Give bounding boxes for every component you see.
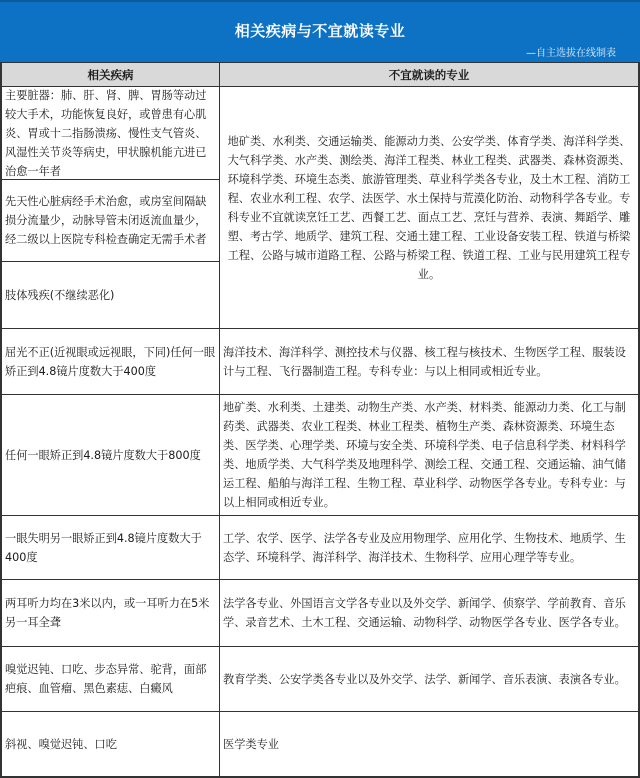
majors-text: 工学、农学、医学、法学各专业及应用物理学、应用化学、生物技术、地质学、生态学、环境科学、海洋科学、海洋技术、生物科学、应用心理学等专业。 [223, 531, 626, 564]
table-row-disease [2, 180, 220, 262]
table-row-majors-merged [220, 87, 638, 329]
majors-text: 法学各专业、外国语言文学各专业以及外交学、新闻学、侦察学、学前教育、音乐学、录音艺术、土木工程、交通运输、动物科学、动物医学各专业、医学各专业。 [223, 597, 626, 629]
majors-text: 海洋技术、海洋科学、测控技术与仪器、核工程与核技术、生物医学工程、服装设计与工程、飞行器制造工程。专科专业：与以上相同或相近专业。 [223, 345, 626, 378]
table-row-disease [2, 262, 220, 329]
majors-text: 地矿类、水利类、土建类、动物生产类、水产类、材料类、能源动力类、化工与制药类、武器类、农业工程类、林业工程类、植物生产类、森林资源类、环境生态类、医学类、心理学类、环境与安全类、环境科学类、电子信息科学类、材料科学类、地质学类、大气科学类及地理科学、测绘工程、交通工程、交通运输、油气储运工程、船舶与海洋工程、生物工程、草业科学、动物医学各专业。专科专业：与以上相同或相近专业。 [223, 401, 626, 509]
table-row-disease [2, 516, 220, 580]
disease-text: 斜视、嗅觉迟钝、口吃 [5, 737, 117, 751]
disease-major-table [0, 62, 640, 778]
disease-text: 嗅觉迟钝、口吃、步态异常、驼背，面部疤痕、血管瘤、黑色素痣、白癜风 [5, 663, 207, 695]
table-row-disease [2, 647, 220, 712]
table-row-disease [2, 712, 220, 776]
disease-text: 屈光不正(近视眼或远视眼，下同)任何一眼矫正到4.8镜片度数大于400度 [5, 345, 216, 378]
column-header-disease: 相关疾病 [2, 62, 220, 87]
table-row-majors [220, 395, 638, 516]
title-banner [0, 0, 640, 62]
page-title: 相关疾病与不宜就读专业 [234, 22, 406, 40]
table-row-majors [220, 516, 638, 580]
table-row-disease [2, 580, 220, 647]
disease-text: 肢体残疾(不继续恶化) [5, 288, 115, 302]
column-header-majors: 不宜就读的专业 [220, 62, 638, 87]
disease-text: 一眼失明另一眼矫正到4.8镜片度数大于400度 [5, 531, 202, 564]
majors-text: 医学类专业 [223, 737, 279, 751]
table-row-disease [2, 329, 220, 395]
disease-text: 先天性心脏病经手术治愈，或房室间隔缺损分流量少，动脉导管未闭返流血量少，经二级以上医院专科检查确定无需手术者 [5, 195, 207, 246]
table-row-majors [220, 647, 638, 712]
table-row-disease [2, 87, 220, 180]
source-credit: —自主选拔在线制表 [526, 48, 616, 59]
disease-text: 任何一眼矫正到4.8镜片度数大于800度 [5, 448, 201, 462]
table-row-majors [220, 580, 638, 647]
table-row-majors [220, 329, 638, 395]
table-row-disease [2, 395, 220, 516]
majors-text: 教育学类、公安学类各专业以及外交学、法学、新闻学、音乐表演、表演各专业。 [223, 672, 626, 686]
disease-text: 两耳听力均在3米以内，或一耳听力在5米另一耳全聋 [5, 597, 210, 629]
disease-text: 主要脏器：肺、肝、肾、脾、胃肠等动过较大手术，功能恢复良好，或曾患有心肌炎、胃或十二指肠溃疡、慢性支气管炎、风湿性关节炎等病史，甲状腺机能亢进已治愈一年者 [5, 88, 207, 178]
majors-text: 地矿类、水利类、交通运输类、能源动力类、公安学类、体育学类、海洋科学类、大气科学类、水产类、测绘类、海洋工程类、林业工程类、武器类、森林资源类、环境科学类、环境生态类、旅游管理类、草业科学类各专业，及土木工程、消防工程、农业水利工程、农学、法医学、水土保持与荒漠化防治、动物科学各专业。专科专业不宜就读烹饪工艺、西餐工艺、面点工艺、烹饪与营养、表演、舞蹈学、雕塑、考古学、地质学、建筑工程、交通土建工程、工业设备安装工程、铁道与桥梁工程、公路与城市道路工程、公路与桥梁工程、铁道工程、工业与民用建筑工程专业。 [227, 134, 631, 281]
table-row-majors [220, 712, 638, 776]
